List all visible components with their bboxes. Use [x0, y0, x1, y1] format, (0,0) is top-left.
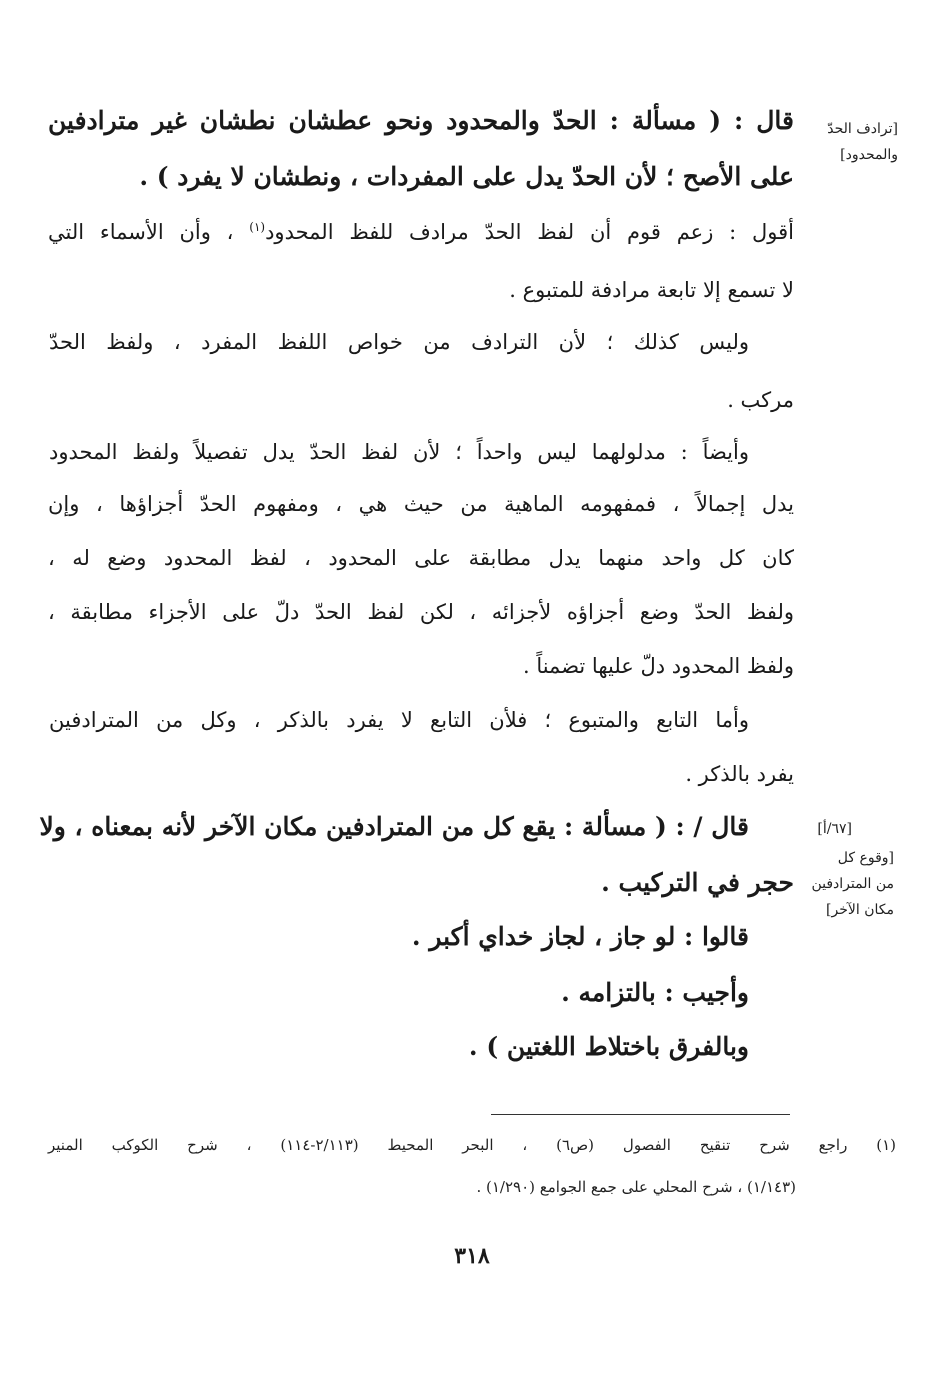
- text-line: حجر في التركيب .: [601, 868, 794, 897]
- footnote-ref: (١): [249, 220, 266, 234]
- text-line: يدل إجمالاً ، فمفهومه الماهية من حيث هي ، ومفهوم الحدّ أجزاؤها ، وإن: [48, 492, 795, 516]
- text-line: قالوا : لو جاز ، لجاز خداي أكبر .: [411, 922, 749, 951]
- text-line-with-footnote: [48, 220, 794, 244]
- text-line: ولفظ الحدّ وضع أجزاؤه لأجزائه ، لكن لفظ الحدّ دلّ على الأجزاء مطابقة ،: [48, 600, 794, 624]
- text-line: وأيضاً : مدلولهما ليس واحداً ؛ لأن لفظ الحدّ يدل تفصيلاً ولفظ المحدود: [49, 440, 749, 464]
- text-line: كان كل واحد منهما يدل مطابقة على المحدود ، لفظ المحدود وضع له ،: [48, 546, 794, 570]
- text-line: قال : ( مسألة : الحدّ والمحدود ونحو عطشان نطشان غير مترادفين: [48, 106, 794, 135]
- text-segment: أقول : زعم قوم أن لفظ الحدّ مرادف للفظ المحدود: [265, 220, 794, 244]
- text-line: يفرد بالذكر .: [685, 762, 794, 786]
- margin-note-line: مكان الآخر]: [826, 902, 894, 918]
- text-line: ولفظ المحدود دلّ عليها تضمناً .: [522, 654, 794, 678]
- text-line: مركب .: [727, 388, 794, 412]
- text-line: وبالفرق باختلاط اللغتين ) .: [468, 1032, 749, 1061]
- footnote-line: (١/١٤٣) ، شرح المحلي على جمع الجوامع (١/٢٩٠) .: [476, 1178, 796, 1196]
- margin-note-line: من المترادفين: [811, 876, 894, 892]
- text-line: على الأصح ؛ لأن الحدّ يدل على المفردات ، ونطشان لا يفرد ) .: [139, 162, 794, 191]
- footnote-separator: [491, 1114, 790, 1115]
- folio-marker: [٦٧/أ]: [817, 821, 852, 837]
- page-number: ٣١٨: [454, 1243, 490, 1269]
- margin-note-line: [ترادف الحدّ: [827, 121, 898, 137]
- text-line: وأما التابع والمتبوع ؛ فلأن التابع لا يفرد بالذكر ، وكل من المترادفين: [49, 708, 749, 732]
- margin-note-synonymy: [827, 116, 898, 168]
- text-line: وأجيب : بالتزامه .: [561, 978, 749, 1007]
- text-line: لا تسمع إلا تابعة مرادفة للمتبوع .: [509, 278, 794, 302]
- margin-note-substitution: [811, 845, 894, 923]
- margin-note-line: [وقوع كل: [837, 850, 894, 866]
- text-line: وليس كذلك ؛ لأن الترادف من خواص اللفظ المفرد ، ولفظ الحدّ: [49, 330, 749, 354]
- margin-note-line: والمحدود]: [840, 147, 898, 163]
- text-segment: ، وأن الأسماء التي: [48, 220, 250, 244]
- text-line: قال / : ( مسألة : يقع كل من المترادفين مكان الآخر لأنه بمعناه ، ولا: [39, 812, 749, 841]
- footnote-line: (١) راجع شرح تنقيح الفصول (ص٦) ، البحر المحيط (٢/١١٣-١١٤) ، شرح الكوكب المنير: [48, 1136, 896, 1154]
